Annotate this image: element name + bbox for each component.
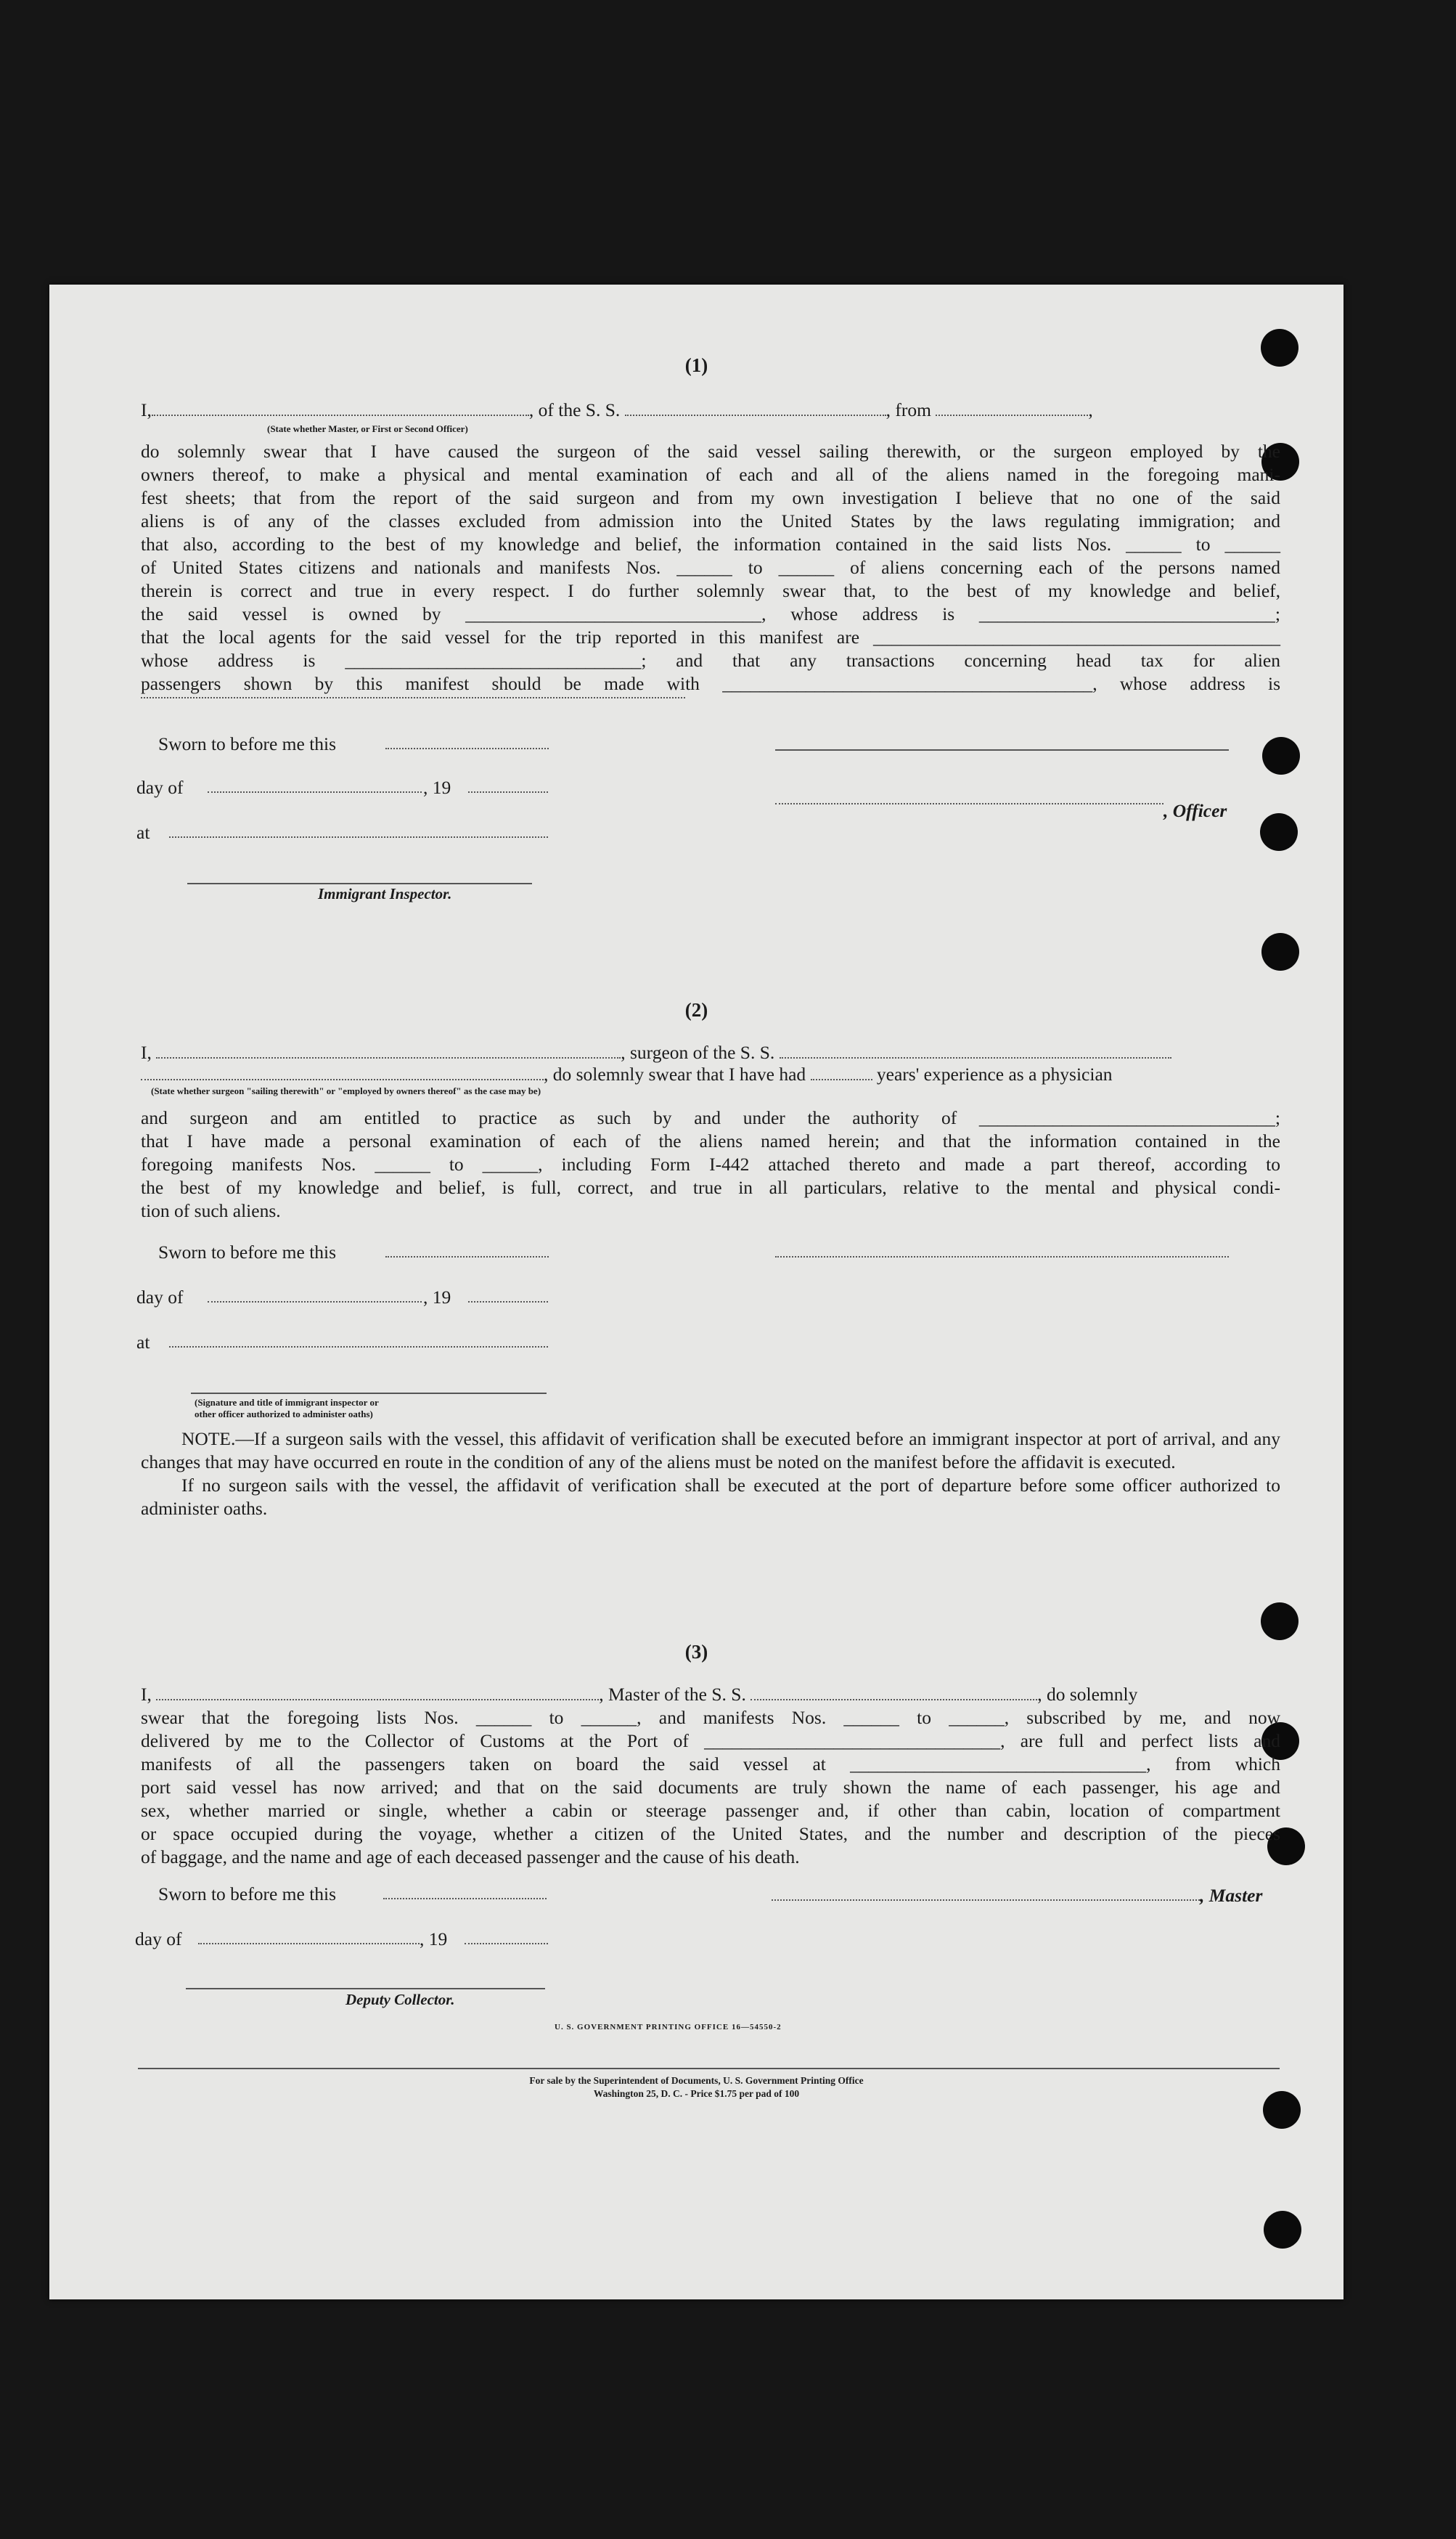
section-1-body-line: of United States citizens and nationals and manifests Nos. ______ to ______ of aliens concerning each of the persons named xyxy=(141,557,1280,578)
form-page xyxy=(49,285,1343,2299)
vessel-name-field[interactable] xyxy=(625,402,886,416)
years-field[interactable] xyxy=(811,1066,872,1080)
month-field[interactable] xyxy=(208,791,422,793)
vessel-label: , of the S. S. xyxy=(528,399,621,420)
do-solemnly-label: , do solemnly xyxy=(1037,1684,1138,1705)
origin-port-field[interactable] xyxy=(936,402,1088,416)
pronoun-label: I, xyxy=(141,399,152,420)
punch-hole xyxy=(1260,813,1298,851)
section-2-number: (2) xyxy=(684,999,708,1021)
sworn-date-field[interactable] xyxy=(383,1898,547,1899)
year-field[interactable] xyxy=(468,1301,548,1303)
signature-caption-line: other officer authorized to administer oaths) xyxy=(195,1409,373,1419)
punch-hole xyxy=(1261,933,1299,971)
surgeon-name-field[interactable] xyxy=(156,1044,621,1059)
note-paragraph xyxy=(141,1427,1280,1474)
note-paragraph: If no surgeon sails with the vessel, the affidavit of verification shall be executed at the port of departure before some officer authorized to administer oaths. xyxy=(141,1475,1280,1519)
from-label: , from xyxy=(886,399,931,420)
surgeon-signature-field[interactable] xyxy=(775,1256,1229,1258)
at-label: at xyxy=(136,1332,150,1353)
section-2-body-line: the best of my knowledge and belief, is full, correct, and true in all particulars, relative to the mental and physical condi- xyxy=(141,1177,1280,1198)
section-1-body-line: that also, according to the best of my knowledge and belief, the information contained in the said lists Nos. ______ to ______ xyxy=(141,534,1280,555)
punch-hole xyxy=(1264,2211,1301,2249)
at-place-field[interactable] xyxy=(169,1346,548,1348)
note-text: —If a surgeon sails with the vessel, this affidavit of verification shall be executed before an immigrant inspector at port of arrival, and any changes that may have occurred en route in the condition of any of the aliens must be noted on the manifest before the affidavit is executed. xyxy=(141,1428,1280,1472)
section-1-body-line: fest sheets; that from the report of the said surgeon and from my own investigation I believe that no one of the said xyxy=(141,487,1280,508)
punch-hole xyxy=(1261,1602,1298,1640)
gpo-imprint: U. S. GOVERNMENT PRINTING OFFICE 16—54550-2 xyxy=(555,2023,782,2031)
officer-caption: (State whether Master, or First or Second Officer) xyxy=(267,423,468,434)
comma: , xyxy=(1088,399,1093,420)
officer-title: , Officer xyxy=(1163,800,1227,821)
pronoun-label: I, xyxy=(141,1042,152,1063)
inspector-signature-line[interactable] xyxy=(187,883,532,884)
officer-name-field[interactable] xyxy=(152,402,529,416)
section-3-first-line xyxy=(141,1683,1280,1706)
footer-divider xyxy=(138,2068,1280,2069)
section-1-first-line xyxy=(141,399,1280,422)
sworn-label: Sworn to before me this xyxy=(158,733,337,754)
punch-hole xyxy=(1262,737,1300,775)
section-2-body-line: foregoing manifests Nos. ______ to ______, including Form I-442 attached thereto and made a part thereof, according to xyxy=(141,1154,1280,1175)
footer-line: For sale by the Superintendent of Documents, U. S. Government Printing Office xyxy=(529,2075,864,2086)
year-label: , 19 xyxy=(423,1287,451,1308)
physician-label: years' experience as a physician xyxy=(876,1064,1113,1085)
section-3-body-line: or space occupied during the voyage, whether a citizen of the United States, and the number and description of the pieces xyxy=(141,1823,1280,1844)
pronoun-label: I, xyxy=(141,1684,152,1705)
section-2-second-line xyxy=(141,1063,1280,1086)
master-vessel-label: , Master of the S. S. xyxy=(599,1684,746,1705)
deputy-signature-line[interactable] xyxy=(186,1988,545,1989)
signature-caption-line: (Signature and title of immigrant inspector or xyxy=(195,1397,379,1408)
address-field[interactable] xyxy=(141,697,685,698)
surgeon-status-field[interactable] xyxy=(141,1066,544,1080)
master-name-field[interactable] xyxy=(156,1686,599,1700)
year-field[interactable] xyxy=(468,791,548,793)
month-field[interactable] xyxy=(208,1301,422,1303)
section-1-body-line: passengers shown by this manifest should be made with ________________________________________, whose address is xyxy=(141,673,1280,694)
signature-line[interactable] xyxy=(775,749,1229,751)
vessel-name-field[interactable] xyxy=(751,1686,1037,1700)
section-3-body-line: swear that the foregoing lists Nos. ______ to ______, and manifests Nos. ______ to ______, subscribed by me, and now xyxy=(141,1707,1280,1728)
section-2-first-line xyxy=(141,1041,1280,1064)
section-1-body-line: the said vessel is owned by ________________________________, whose address is ________________________________; xyxy=(141,603,1280,624)
section-1-body-line: owners thereof, to make a physical and mental examination of each and all of the aliens named in the foregoing mani- xyxy=(141,464,1280,485)
sworn-label: Sworn to before me this xyxy=(158,1242,337,1263)
section-3-body-line: manifests of all the passengers taken on board the said vessel at ________________________________, from which xyxy=(141,1753,1280,1774)
at-label: at xyxy=(136,822,150,843)
day-of-label: day of xyxy=(136,1287,184,1308)
experience-label: , do solemnly swear that I have had xyxy=(544,1064,806,1085)
day-of-label: day of xyxy=(135,1928,182,1949)
surgeon-vessel-label: , surgeon of the S. S. xyxy=(621,1042,775,1063)
master-signature-field[interactable] xyxy=(772,1899,1200,1901)
year-label: , 19 xyxy=(420,1928,448,1949)
footer-line: Washington 25, D. C. - Price $1.75 per pad of 100 xyxy=(593,2088,800,2099)
at-place-field[interactable] xyxy=(169,836,548,838)
year-label: , 19 xyxy=(423,777,451,798)
sworn-label: Sworn to before me this xyxy=(158,1883,337,1904)
section-3-body-line: delivered by me to the Collector of Customs at the Port of ________________________________, are full and perfect lists and xyxy=(141,1730,1280,1751)
vessel-name-field[interactable] xyxy=(780,1044,1171,1059)
year-field[interactable] xyxy=(465,1943,548,1944)
section-1-number: (1) xyxy=(684,354,708,376)
section-1-body-line: whose address is ________________________________; and that any transactions concerning head tax for alien xyxy=(141,650,1280,671)
section-1-body-line: aliens is of any of the classes excluded from admission into the United States by the laws regulating immigration; and xyxy=(141,510,1280,531)
note-block xyxy=(141,1427,1280,1520)
section-1-body-line: do solemnly swear that I have caused the surgeon of the said vessel sailing therewith, or the surgeon employed by the xyxy=(141,441,1280,462)
deputy-title: Deputy Collector. xyxy=(345,1991,455,2008)
surgeon-caption: (State whether surgeon "sailing therewith" or "employed by owners thereof" as the case may be) xyxy=(151,1085,541,1096)
section-3-body-line: of baggage, and the name and age of each deceased passenger and the cause of his death. xyxy=(141,1846,800,1867)
section-2-body-line: tion of such aliens. xyxy=(141,1200,281,1221)
section-1-body-line: that the local agents for the said vessel for the trip reported in this manifest are ____________________________________________ xyxy=(141,627,1280,648)
sworn-date-field[interactable] xyxy=(385,1256,549,1258)
officer-signature-field[interactable] xyxy=(775,803,1163,804)
inspector-signature-line[interactable] xyxy=(191,1393,547,1394)
day-of-label: day of xyxy=(136,777,184,798)
sworn-date-field[interactable] xyxy=(385,748,549,749)
section-1-body-line: therein is correct and true in every respect. I do further solemnly swear that, to the best of my knowledge and belief, xyxy=(141,580,1280,601)
section-2-body-line: that I have made a personal examination of each of the aliens named herein; and that the information contained in the xyxy=(141,1130,1280,1152)
section-3-body-line: sex, whether married or single, whether a cabin or steerage passenger and, if other than cabin, location of compartment xyxy=(141,1800,1280,1821)
master-title: , Master xyxy=(1200,1885,1263,1906)
note-label: NOTE. xyxy=(181,1428,236,1449)
month-field[interactable] xyxy=(198,1943,420,1944)
section-3-body-line: port said vessel has now arrived; and that on the said documents are truly shown the name of each passenger, his age and xyxy=(141,1777,1280,1798)
inspector-title: Immigrant Inspector. xyxy=(318,885,452,902)
section-3-number: (3) xyxy=(684,1641,708,1663)
section-2-body-line: and surgeon and am entitled to practice as such by and under the authority of ________________________________; xyxy=(141,1107,1280,1128)
